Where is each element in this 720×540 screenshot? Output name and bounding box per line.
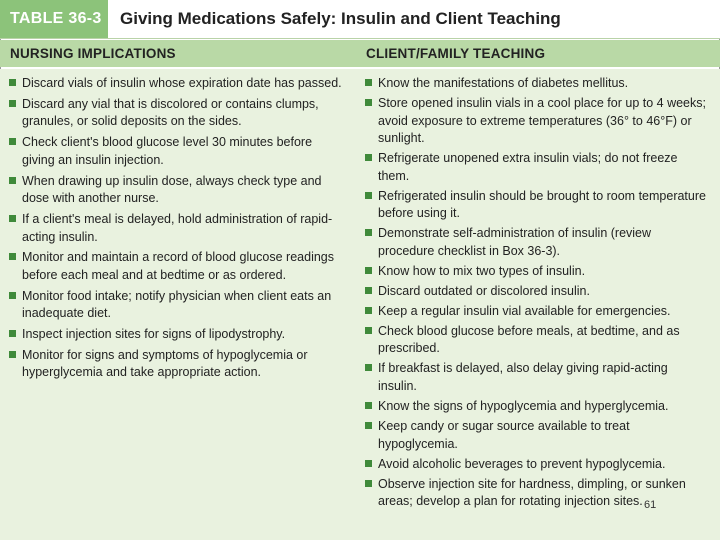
client-teaching-item [364,360,710,395]
nursing-implication-item [8,173,348,208]
item-text: Know the manifestations of diabetes mellitus. [378,76,629,90]
item-text: Inspect injection sites for signs of lipodystrophy. [22,327,286,342]
square-bullet-icon [365,364,372,371]
nursing-implications-list [8,75,348,385]
square-bullet-icon [365,480,372,487]
square-bullet-icon [365,229,372,236]
nursing-implication-item [8,96,348,131]
square-bullet-icon [365,99,372,106]
client-teaching-item [364,456,710,474]
item-text: Know how to mix two types of insulin. [378,263,586,278]
square-bullet-icon [9,79,16,86]
table-body [0,69,720,540]
client-teaching-item [364,323,710,358]
nursing-implication-item [8,134,348,169]
square-bullet-icon [365,267,372,274]
square-bullet-icon [9,292,16,299]
square-bullet-icon [9,138,16,145]
item-text: Monitor for signs and symptoms of hypoglycemia or hyperglycemia and take appropriate action. [22,347,308,380]
client-teaching-list [364,75,710,513]
item-text: Demonstrate self-administration of insulin (review procedure checklist in Box 36-3). [378,226,652,258]
square-bullet-icon [365,307,372,314]
item-text: Refrigerate unopened extra insulin vials; do not freeze them. [378,151,678,183]
client-teaching-item [364,263,710,281]
client-teaching-item [364,225,710,260]
item-text: Discard vials of insulin whose expiration date has passed. [22,76,342,90]
client-teaching-item [364,303,710,321]
nursing-implication-item [8,288,348,323]
square-bullet-icon [365,192,372,199]
square-bullet-icon [365,402,372,409]
square-bullet-icon [9,100,16,107]
item-text: Know the signs of hypoglycemia and hyperglycemia. [378,399,669,413]
client-teaching-item [364,150,710,185]
table-title-bar [0,0,720,39]
item-text: Store opened insulin vials in a cool place for up to 4 weeks; avoid exposure to extreme temperatures (36° to 46°F) or sunlight. [378,95,706,146]
nursing-implication-item [8,75,348,93]
item-text: If a client's meal is delayed, hold administration of rapid-acting insulin. [22,211,333,244]
item-text: Observe injection site for hardness, dimpling, or sunken areas; develop a plan for rotating injection sites. [378,476,686,509]
client-teaching-item [364,75,710,93]
square-bullet-icon [9,351,16,358]
square-bullet-icon [365,154,372,161]
column-header-row [0,40,720,67]
client-teaching-header: CLIENT/FAMILY TEACHING [366,46,546,61]
nursing-implications-header: NURSING IMPLICATIONS [10,46,176,61]
square-bullet-icon [365,460,372,467]
nursing-implication-item [8,211,348,246]
item-text: Avoid alcoholic beverages to prevent hypoglycemia. [378,456,666,471]
client-teaching-item [364,418,710,453]
square-bullet-icon [9,253,16,260]
square-bullet-icon [365,422,372,429]
item-text: Refrigerated insulin should be brought to room temperature before using it. [378,188,706,221]
page-number: 61 [644,499,657,511]
table-number-label: TABLE 36-3 [0,0,108,38]
item-text: Keep candy or sugar source available to treat hypoglycemia. [378,418,630,451]
client-teaching-item [364,283,710,301]
square-bullet-icon [9,330,16,337]
item-text: Check blood glucose before meals, at bedtime, and as prescribed. [378,323,680,356]
item-text: Keep a regular insulin vial available for emergencies. [378,303,671,318]
item-text: When drawing up insulin dose, always check type and dose with another nurse. [22,173,322,206]
client-teaching-item [364,398,710,416]
nursing-implication-item [8,326,348,344]
client-teaching-item [364,95,710,148]
client-teaching-item [364,476,710,511]
item-text: Monitor and maintain a record of blood glucose readings before each meal and at bedtime or as ordered. [22,250,334,282]
square-bullet-icon [365,79,372,86]
item-text: Discard any vial that is discolored or contains clumps, granules, or solid deposits on the sides. [22,96,319,129]
square-bullet-icon [9,177,16,184]
client-teaching-item [364,188,710,223]
square-bullet-icon [365,327,372,334]
item-text: Check client's blood glucose level 30 minutes before giving an insulin injection. [22,135,313,167]
square-bullet-icon [9,215,16,222]
nursing-implication-item [8,347,348,382]
square-bullet-icon [365,287,372,294]
item-text: If breakfast is delayed, also delay giving rapid-acting insulin. [378,361,668,394]
table-title: Giving Medications Safely: Insulin and Client Teaching [120,9,561,28]
item-text: Discard outdated or discolored insulin. [378,283,590,298]
item-text: Monitor food intake; notify physician when client eats an inadequate diet. [22,288,332,321]
nursing-implication-item [8,249,348,284]
